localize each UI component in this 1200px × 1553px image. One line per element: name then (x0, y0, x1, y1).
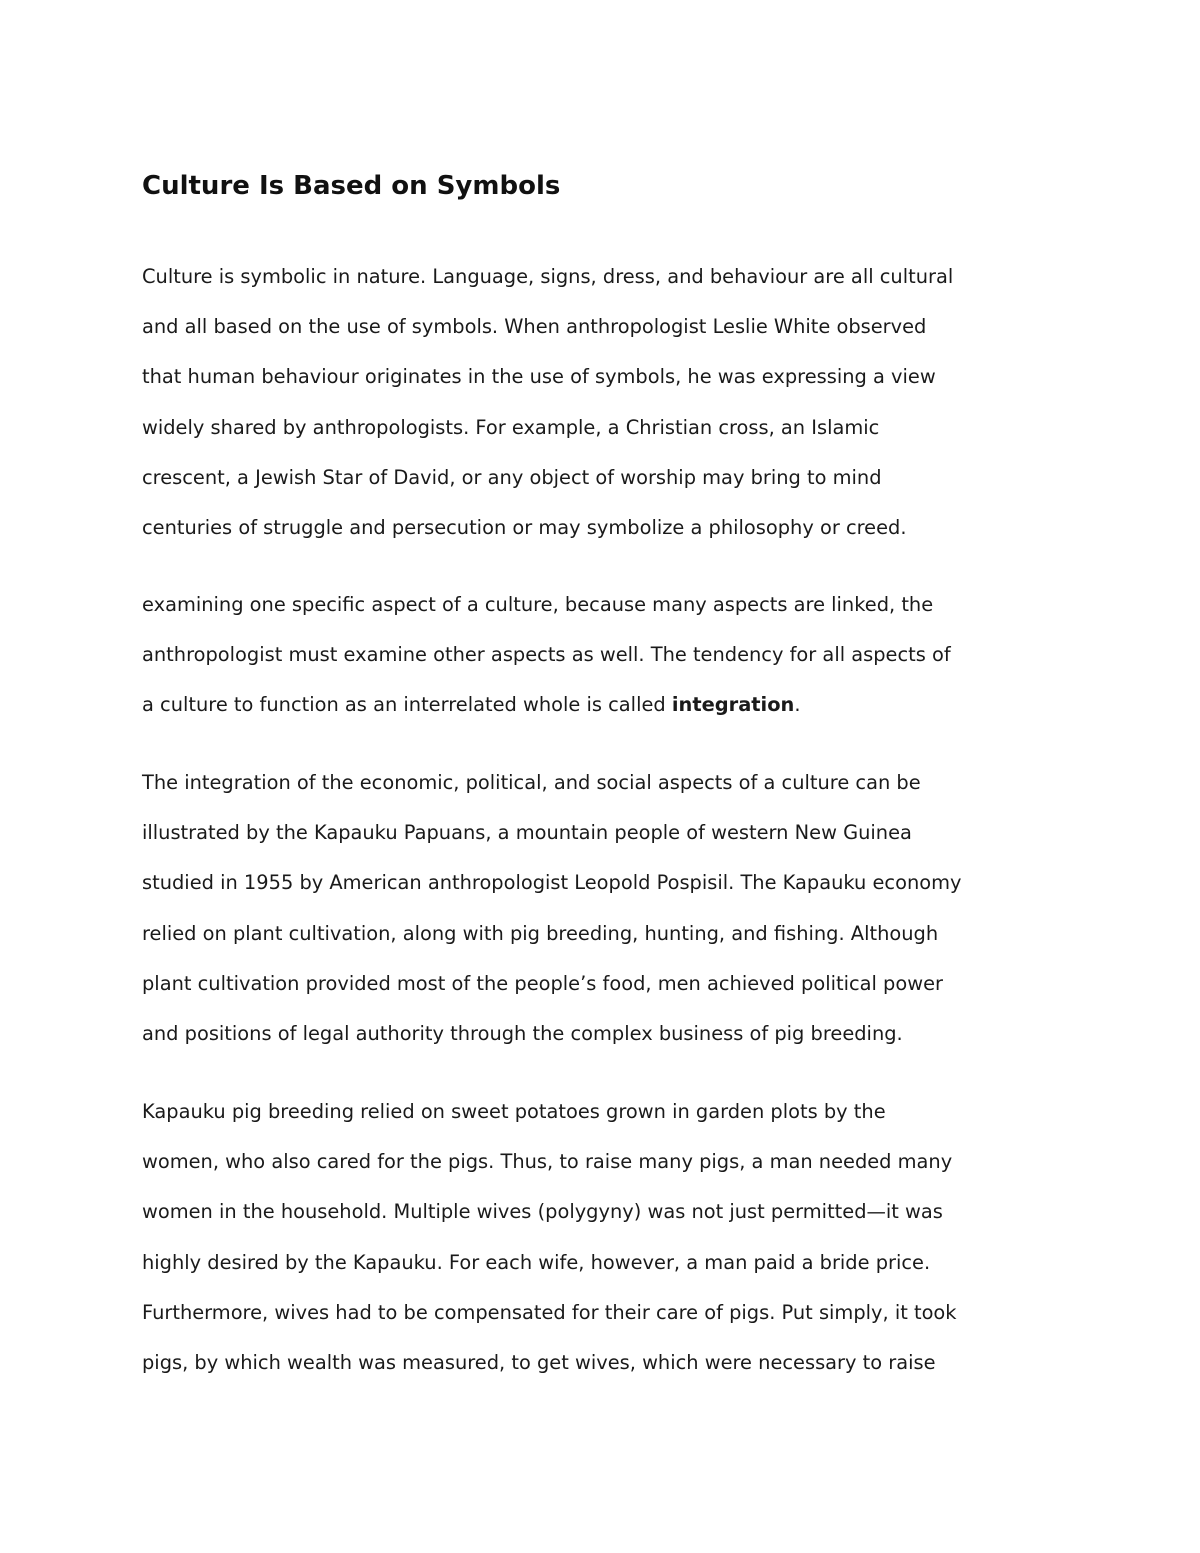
paragraph-line: widely shared by anthropologists. For example, a Christian cross, an Islamic (142, 415, 880, 439)
paragraph-kapauku-economy (142, 758, 1062, 1059)
paragraph-line: examining one specific aspect of a culture, because many aspects are linked, the (142, 593, 934, 616)
paragraph-line: The integration of the economic, political, and social aspects of a culture can be (142, 771, 921, 794)
line-suffix: . (794, 693, 801, 717)
document-title: Culture Is Based on Symbols (142, 171, 561, 201)
paragraph-line: studied in 1955 by American anthropologist Leopold Pospisil. The Kapauku economy (142, 871, 962, 895)
paragraph-line: pigs, by which wealth was measured, to get wives, which were necessary to raise (142, 1350, 936, 1374)
paragraph-line: Culture is symbolic in nature. Language, signs, dress, and behaviour are all cultural (142, 265, 954, 288)
paragraph-line: women in the household. Multiple wives (polygyny) was not just permitted—it was (142, 1200, 943, 1224)
paragraph-line-with-term (142, 680, 1062, 730)
paragraph-line: that human behaviour originates in the use of symbols, he was expressing a view (142, 365, 936, 389)
paragraph-line: and positions of legal authority through the complex business of pig breeding. (142, 1021, 903, 1045)
paragraph-line: crescent, a Jewish Star of David, or any object of worship may bring to mind (142, 465, 882, 489)
paragraph-pig-breeding (142, 1087, 1062, 1388)
paragraph-symbols (142, 252, 1062, 553)
paragraph-line: women, who also cared for the pigs. Thus, to raise many pigs, a man needed many (142, 1150, 953, 1174)
paragraph-line: centuries of struggle and persecution or may symbolize a philosophy or creed. (142, 515, 907, 539)
bold-term-integration: integration (671, 693, 795, 717)
line-prefix: a culture to function as an interrelated whole is called (142, 693, 672, 717)
paragraph-line: anthropologist must examine other aspects as well. The tendency for all aspects of (142, 643, 951, 667)
paragraph-line: highly desired by the Kapauku. For each wife, however, a man paid a bride price. (142, 1250, 931, 1274)
paragraph-line: Furthermore, wives had to be compensated for their care of pigs. Put simply, it took (142, 1300, 957, 1324)
paragraph-line: plant cultivation provided most of the people’s food, men achieved political power (142, 971, 943, 995)
paragraph-integration (142, 580, 1062, 731)
paragraph-line: illustrated by the Kapauku Papuans, a mountain people of western New Guinea (142, 821, 912, 845)
paragraph-line: Kapauku pig breeding relied on sweet potatoes grown in garden plots by the (142, 1100, 886, 1123)
paragraph-line: and all based on the use of symbols. When anthropologist Leslie White observed (142, 315, 927, 339)
paragraph-line: relied on plant cultivation, along with pig breeding, hunting, and fishing. Although (142, 921, 939, 945)
